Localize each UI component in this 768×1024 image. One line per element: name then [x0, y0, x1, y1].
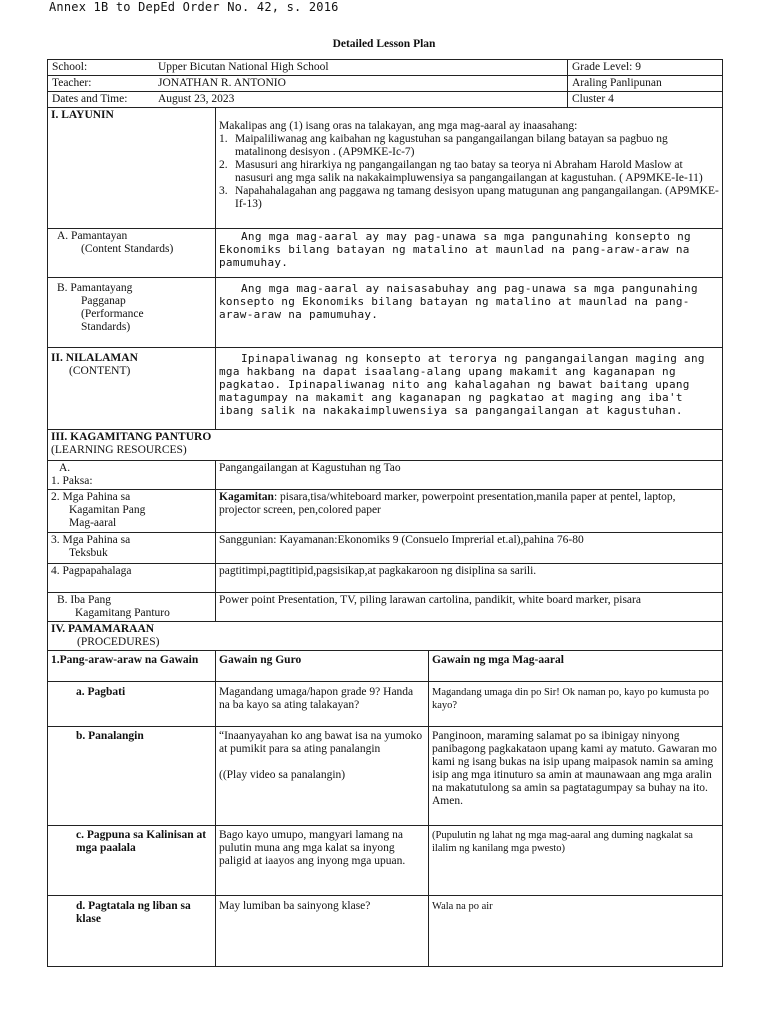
layunin-row — [48, 108, 723, 229]
layunin-content — [216, 108, 723, 229]
kagamitan-heading: III. KAGAMITANG PANTURO — [51, 431, 212, 443]
performance-label-1: B. Pamantayang — [57, 282, 133, 294]
kagamitan-heading-cell — [48, 430, 723, 461]
cluster: Cluster 4 — [568, 92, 723, 108]
objective-number: 2. — [219, 159, 228, 171]
content-standards-row — [48, 229, 723, 278]
kagamitan-bold-label: Kagamitan — [219, 491, 274, 503]
procedure-label: c. Pagpuna sa Kalinisan at mga paalala — [48, 826, 216, 896]
teacher-activity — [216, 727, 429, 826]
teacher-label: Teacher: — [52, 77, 92, 89]
performance-standards-row — [48, 278, 723, 348]
performance-label-2: Pagganap — [81, 295, 126, 307]
objective-item — [219, 159, 719, 185]
teksbuk-row — [48, 533, 723, 564]
teksbuk-label-2: Teksbuk — [69, 547, 108, 559]
pamamaraan-heading-cell — [48, 622, 723, 651]
kagamitan-sub: (LEARNING RESOURCES) — [51, 444, 187, 456]
content-standards-label-2: (Content Standards) — [81, 243, 174, 255]
procedure-col-teacher: Gawain ng Guro — [216, 651, 429, 682]
teacher-activity: Bago kayo umupo, mangyari lamang na pulutin muna ang mga kalat sa inyong paligid at iaayos ang inyong mga upuan. — [216, 826, 429, 896]
student-activity: Panginoon, maraming salamat po sa ibinigay ninyong panibagong pagkakataon upang kami ay matuto. Gawaran mo kami ng isang bukas na isip upang maipasok namin sa aming isip ang mga itinuturo sa amin at maunawaan ang mga aralin na makatutulong sa amin sa pagtatagumpay sa buhay na ito. Amen. — [429, 727, 723, 826]
lesson-plan-table — [47, 59, 723, 967]
teacher-activity-text: “Inaanyayahan ko ang bawat isa na yumoko at pumikit para sa ating panalangin — [219, 730, 423, 755]
student-activity: Magandang umaga din po Sir! Ok naman po, kayo po kumusta po kayo? — [429, 682, 723, 727]
nilalaman-label — [48, 348, 216, 430]
layunin-heading: I. LAYUNIN — [48, 108, 216, 229]
objective-item — [219, 185, 719, 211]
objectives-list — [219, 133, 719, 211]
nilalaman-sub: (CONTENT) — [69, 365, 131, 377]
objective-number: 3. — [219, 185, 228, 197]
pahina-kagamitan-label — [48, 490, 216, 533]
header-row-date — [48, 92, 723, 108]
pahina-kagamitan-row — [48, 490, 723, 533]
procedure-label: d. Pagtatala ng liban sa klase — [48, 896, 216, 967]
subject: Araling Panlipunan — [568, 76, 723, 92]
procedure-row-panalangin — [48, 727, 723, 826]
iba-label-1: B. Iba Pang — [57, 594, 111, 606]
pagpapahalaga-label: 4. Pagpapahalaga — [48, 564, 216, 593]
procedure-header-row — [48, 651, 723, 682]
section-a-label: A. — [59, 462, 71, 474]
nilalaman-heading: II. NILALAMAN — [51, 352, 138, 364]
objective-text: Masusuri ang hirarkiya ng pangangailangan ng tao batay sa teorya ni Abraham Harold Maslow at nasusuri ang mga salik na nakakaimpluwensiya sa pangangailangan at kagustuhan. ( AP9MKE-Ie-11) — [235, 159, 703, 184]
date-value: August 23, 2023 — [158, 93, 235, 105]
iba-pang-value: Power point Presentation, TV, piling larawan cartolina, pandikit, white board marker, pisara — [216, 593, 723, 622]
date-label: Dates and Time: — [52, 93, 128, 105]
student-activity: (Pupulutin ng lahat ng mga mag-aaral ang duming nagkalat sa ilalim ng kanilang mga pwesto) — [429, 826, 723, 896]
performance-label-4: Standards) — [81, 321, 131, 333]
teacher-activity: Magandang umaga/hapon grade 9? Handa na ba kayo sa ating talakayan? — [216, 682, 429, 727]
pagpapahalaga-row — [48, 564, 723, 593]
school-cell — [48, 60, 568, 76]
teacher-name: JONATHAN R. ANTONIO — [158, 77, 286, 89]
procedure-col-students: Gawain ng mga Mag-aaral — [429, 651, 723, 682]
nilalaman-row — [48, 348, 723, 430]
teksbuk-value: Sanggunian: Kayamanan:Ekonomiks 9 (Consuelo Imprerial et.al),pahina 76-80 — [216, 533, 723, 564]
procedure-label: b. Panalangin — [48, 727, 216, 826]
pamamaraan-sub: (PROCEDURES) — [77, 636, 160, 648]
pamamaraan-heading-row — [48, 622, 723, 651]
page-title: Detailed Lesson Plan — [332, 38, 436, 50]
pamamaraan-heading: IV. PAMAMARAAN — [51, 623, 155, 635]
content-standards-label-1: A. Pamantayan — [57, 230, 128, 242]
grade-level: Grade Level: 9 — [568, 60, 723, 76]
objective-text: Napahahalagahan ang paggawa ng tamang desisyon upang matugunan ang pangangailangan. (AP9MKE-If-13) — [235, 185, 719, 210]
procedure-row-kalinisan — [48, 826, 723, 896]
performance-standards-label — [48, 278, 216, 348]
objective-number: 1. — [219, 133, 228, 145]
pagpapahalaga-value: pagtitimpi,pagtitipid,pagsisikap,at pagkakaroon ng disiplina sa sarili. — [216, 564, 723, 593]
paksa-label-text: 1. Paksa: — [51, 475, 93, 487]
procedure-row-liban — [48, 896, 723, 967]
iba-pang-kagamitan-row — [48, 593, 723, 622]
kagamitan-heading-row — [48, 430, 723, 461]
teksbuk-label — [48, 533, 216, 564]
procedure-label: a. Pagbati — [48, 682, 216, 727]
annex-reference: Annex 1B to DepEd Order No. 42, s. 2016 — [49, 0, 339, 14]
nilalaman-text: Ipinapaliwanag ng konsepto at terorya ng pangangailangan maging ang mga hakbang na dapat isaalang-alang upang makamit ang kaganapan ng pagkatao. Ipinapaliwanag nito ang kahalagahan ng bawat baitang upang matagumpay na makamit ang kaganapan ng pagkatao at maging ang iba't ibang salik na nakakaimpluwensiya sa pangangailangan at kagustuhan. — [216, 348, 723, 430]
performance-standards-text: Ang mga mag-aaral ay naisasabuhay ang pag-unawa sa mga pangunahing konsepto ng Ekonomiks bilang batayan ng matalino at maunlad na pang-araw-araw na pamumuhay. — [216, 278, 723, 348]
teacher-activity: May lumiban ba sainyong klase? — [216, 896, 429, 967]
procedure-col-activity: 1.Pang-araw-araw na Gawain — [48, 651, 216, 682]
school-name: Upper Bicutan National High School — [158, 61, 329, 73]
pahina-label-3: Mag-aaral — [69, 517, 117, 529]
content-standards-label — [48, 229, 216, 278]
procedure-row-pagbati — [48, 682, 723, 727]
kagamitan-materials-text: : pisara,tisa/whiteboard marker, powerpoint presentation,manila paper at pentel, laptop, projector screen, pen,colored paper — [219, 491, 676, 516]
date-cell — [48, 92, 568, 108]
paksa-label — [48, 461, 216, 490]
student-activity: Wala na po air — [429, 896, 723, 967]
paksa-row — [48, 461, 723, 490]
kagamitan-materials — [216, 490, 723, 533]
iba-pang-label — [48, 593, 216, 622]
pahina-label-2: Kagamitan Pang — [69, 504, 146, 516]
layunin-intro: Makalipas ang (1) isang oras na talakayan, ang mga mag-aaral ay inaasahang: — [219, 120, 578, 132]
teacher-activity-note: ((Play video sa panalangin) — [219, 769, 346, 781]
paksa-value: Pangangailangan at Kagustuhan ng Tao — [216, 461, 723, 490]
iba-label-2: Kagamitang Panturo — [75, 607, 170, 619]
performance-label-3: (Performance — [81, 308, 144, 320]
teacher-cell — [48, 76, 568, 92]
header-row-school — [48, 60, 723, 76]
objective-text: Maipaliliwanag ang kaibahan ng kagustuhan sa pangangailangan bilang batayan sa pagbuo ng matalinong desisyon . (AP9MKE-Ic-7) — [235, 133, 668, 158]
header-row-teacher — [48, 76, 723, 92]
teksbuk-label-1: 3. Mga Pahina sa — [51, 534, 131, 546]
school-label: School: — [52, 61, 88, 73]
objective-item — [219, 133, 719, 159]
pahina-label-1: 2. Mga Pahina sa — [51, 491, 131, 503]
content-standards-text: Ang mga mag-aaral ay may pag-unawa sa mga pangunahing konsepto ng Ekonomiks bilang batayan ng matalino at maunlad na pang-araw-araw na pamumuhay. — [216, 229, 723, 278]
